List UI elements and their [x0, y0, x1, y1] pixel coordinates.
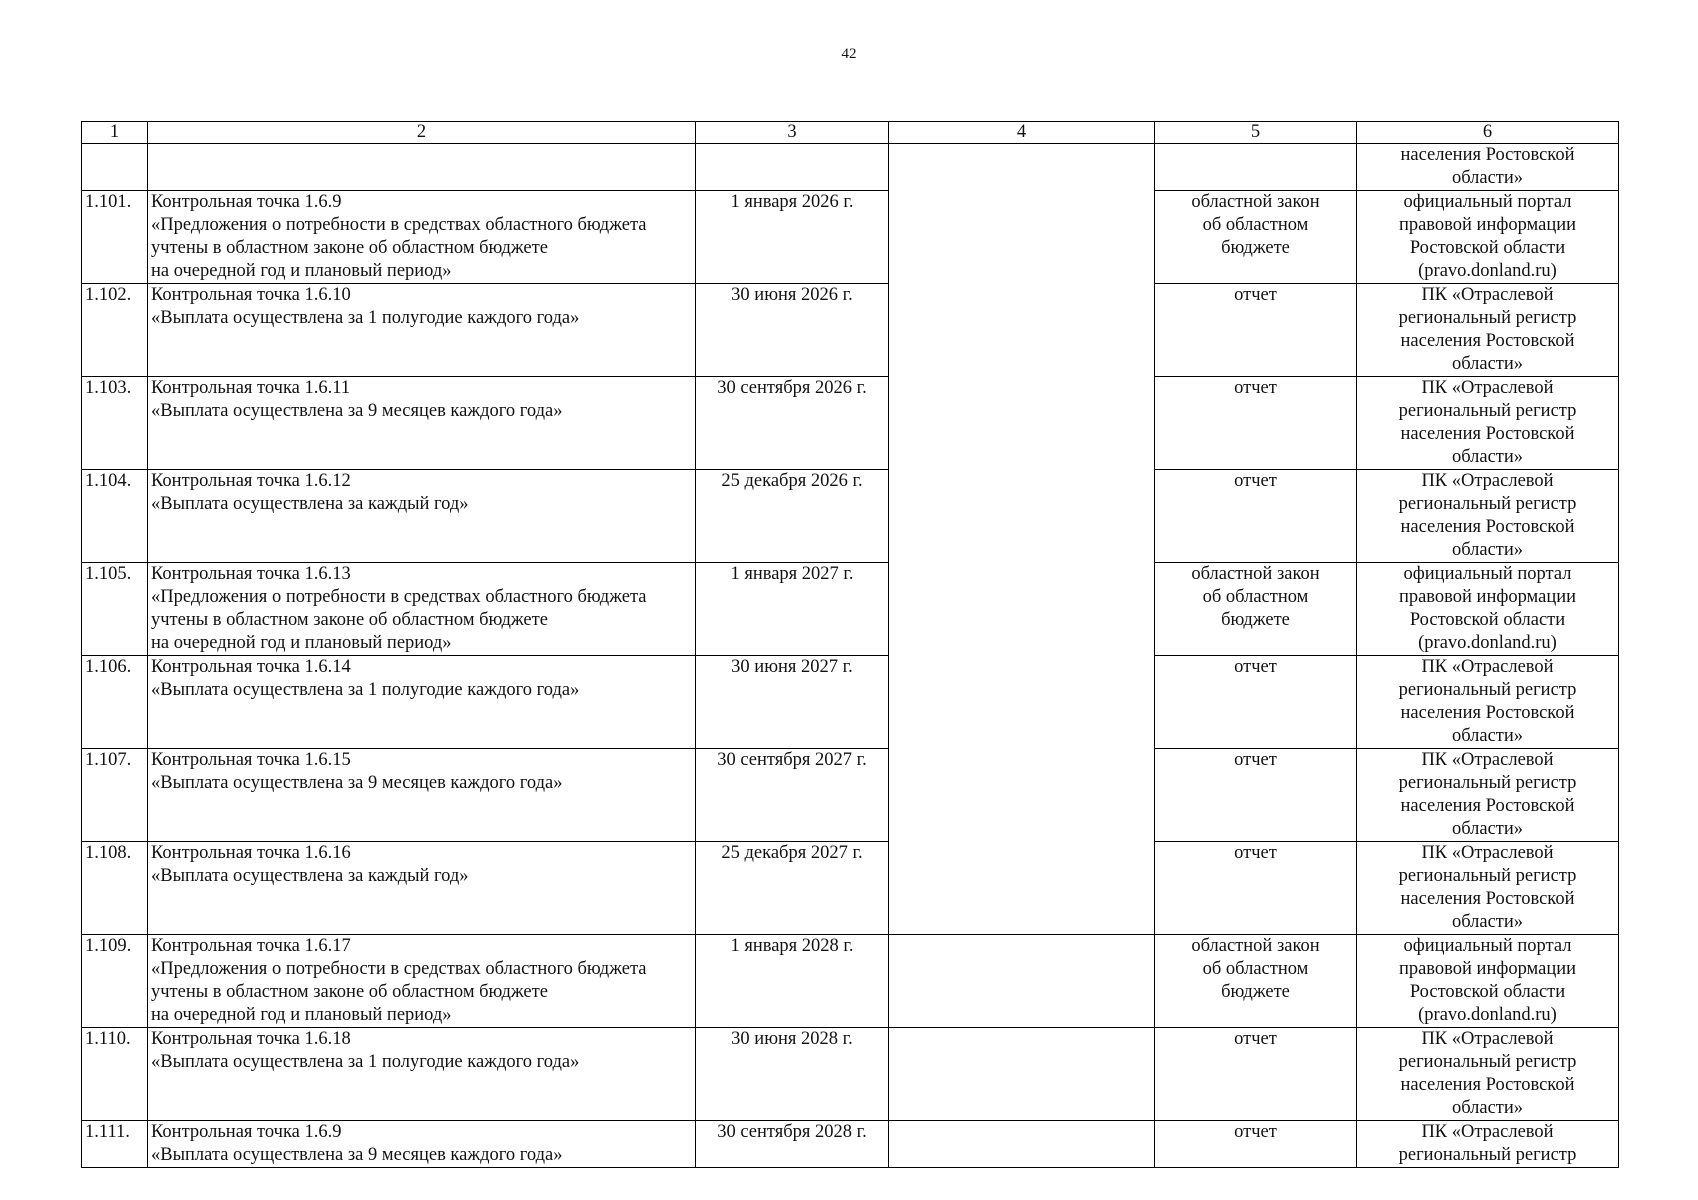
cell-col4-merged	[889, 144, 1155, 935]
cell-number: 1.106.	[82, 656, 148, 749]
page-number: 42	[841, 46, 857, 62]
cell-source: ПК «Отраслевой региональный регистр населения Ростовской области»	[1357, 842, 1619, 935]
cell-description	[148, 144, 696, 191]
cell-date	[696, 144, 889, 191]
cell-date: 30 сентября 2026 г.	[696, 377, 889, 470]
cell-description: Контрольная точка 1.6.9 «Предложения о потребности в средствах областного бюджета учтены в областном законе об областном бюджете на очередной год и плановый период»	[148, 191, 696, 284]
cell-source: официальный портал правовой информации Ростовской области (pravo.donland.ru)	[1357, 191, 1619, 284]
cell-number: 1.107.	[82, 749, 148, 842]
cell-document: отчет	[1155, 842, 1357, 935]
cell-number: 1.103.	[82, 377, 148, 470]
cell-document: отчет	[1155, 749, 1357, 842]
table-row	[82, 656, 1619, 749]
cell-number: 1.102.	[82, 284, 148, 377]
cell-source: ПК «Отраслевой региональный регистр населения Ростовской области»	[1357, 1028, 1619, 1121]
cell-description: Контрольная точка 1.6.9 «Выплата осуществлена за 9 месяцев каждого года»	[148, 1121, 696, 1168]
cell-date: 1 января 2028 г.	[696, 935, 889, 1028]
continuation-row	[82, 144, 1619, 191]
cell-number: 1.108.	[82, 842, 148, 935]
cell-description: Контрольная точка 1.6.10 «Выплата осуществлена за 1 полугодие каждого года»	[148, 284, 696, 377]
cell-date: 25 декабря 2026 г.	[696, 470, 889, 563]
schedule-table	[81, 121, 1619, 1168]
table-row	[82, 935, 1619, 1028]
cell-document: отчет	[1155, 1028, 1357, 1121]
cell-description: Контрольная точка 1.6.16 «Выплата осуществлена за каждый год»	[148, 842, 696, 935]
cell-document	[1155, 144, 1357, 191]
cell-date: 1 января 2026 г.	[696, 191, 889, 284]
cell-source: ПК «Отраслевой региональный регистр населения Ростовской области»	[1357, 656, 1619, 749]
cell-source: населения Ростовской области»	[1357, 144, 1619, 191]
cell-date: 30 июня 2027 г.	[696, 656, 889, 749]
cell-document: отчет	[1155, 1121, 1357, 1168]
cell-date: 30 июня 2026 г.	[696, 284, 889, 377]
cell-description: Контрольная точка 1.6.18 «Выплата осуществлена за 1 полугодие каждого года»	[148, 1028, 696, 1121]
table-row	[82, 563, 1619, 656]
cell-document: областной закон об областном бюджете	[1155, 935, 1357, 1028]
cell-source: ПК «Отраслевой региональный регистр	[1357, 1121, 1619, 1168]
cell-number: 1.105.	[82, 563, 148, 656]
table-row	[82, 284, 1619, 377]
cell-date: 30 сентября 2028 г.	[696, 1121, 889, 1168]
table-row	[82, 470, 1619, 563]
cell-date: 25 декабря 2027 г.	[696, 842, 889, 935]
cell-document: областной закон об областном бюджете	[1155, 563, 1357, 656]
cell-source: ПК «Отраслевой региональный регистр населения Ростовской области»	[1357, 284, 1619, 377]
cell-document: отчет	[1155, 470, 1357, 563]
table-row	[82, 1121, 1619, 1168]
cell-date: 1 января 2027 г.	[696, 563, 889, 656]
column-header-2: 2	[148, 122, 696, 144]
cell-source: ПК «Отраслевой региональный регистр населения Ростовской области»	[1357, 749, 1619, 842]
cell-col4	[889, 1121, 1155, 1168]
table-row	[82, 191, 1619, 284]
cell-number	[82, 144, 148, 191]
table-row	[82, 377, 1619, 470]
cell-description: Контрольная точка 1.6.15 «Выплата осуществлена за 9 месяцев каждого года»	[148, 749, 696, 842]
column-header-1: 1	[82, 122, 148, 144]
cell-source: ПК «Отраслевой региональный регистр населения Ростовской области»	[1357, 377, 1619, 470]
cell-description: Контрольная точка 1.6.14 «Выплата осуществлена за 1 полугодие каждого года»	[148, 656, 696, 749]
cell-date: 30 июня 2028 г.	[696, 1028, 889, 1121]
table-row	[82, 749, 1619, 842]
column-number-row	[82, 122, 1619, 144]
cell-document: отчет	[1155, 656, 1357, 749]
cell-description: Контрольная точка 1.6.11 «Выплата осуществлена за 9 месяцев каждого года»	[148, 377, 696, 470]
cell-document: областной закон об областном бюджете	[1155, 191, 1357, 284]
cell-description: Контрольная точка 1.6.17 «Предложения о потребности в средствах областного бюджета учтены в областном законе об областном бюджете на очередной год и плановый период»	[148, 935, 696, 1028]
cell-number: 1.111.	[82, 1121, 148, 1168]
cell-document: отчет	[1155, 284, 1357, 377]
cell-description: Контрольная точка 1.6.12 «Выплата осуществлена за каждый год»	[148, 470, 696, 563]
column-header-4: 4	[889, 122, 1155, 144]
table-row	[82, 842, 1619, 935]
cell-source: официальный портал правовой информации Ростовской области (pravo.donland.ru)	[1357, 563, 1619, 656]
column-header-5: 5	[1155, 122, 1357, 144]
table-row	[82, 1028, 1619, 1121]
cell-number: 1.104.	[82, 470, 148, 563]
cell-date: 30 сентября 2027 г.	[696, 749, 889, 842]
cell-col4	[889, 1028, 1155, 1121]
column-header-6: 6	[1357, 122, 1619, 144]
cell-number: 1.110.	[82, 1028, 148, 1121]
cell-number: 1.101.	[82, 191, 148, 284]
cell-document: отчет	[1155, 377, 1357, 470]
cell-col4	[889, 935, 1155, 1028]
cell-source: официальный портал правовой информации Ростовской области (pravo.donland.ru)	[1357, 935, 1619, 1028]
cell-description: Контрольная точка 1.6.13 «Предложения о потребности в средствах областного бюджета учтены в областном законе об областном бюджете на очередной год и плановый период»	[148, 563, 696, 656]
cell-number: 1.109.	[82, 935, 148, 1028]
column-header-3: 3	[696, 122, 889, 144]
cell-source: ПК «Отраслевой региональный регистр населения Ростовской области»	[1357, 470, 1619, 563]
